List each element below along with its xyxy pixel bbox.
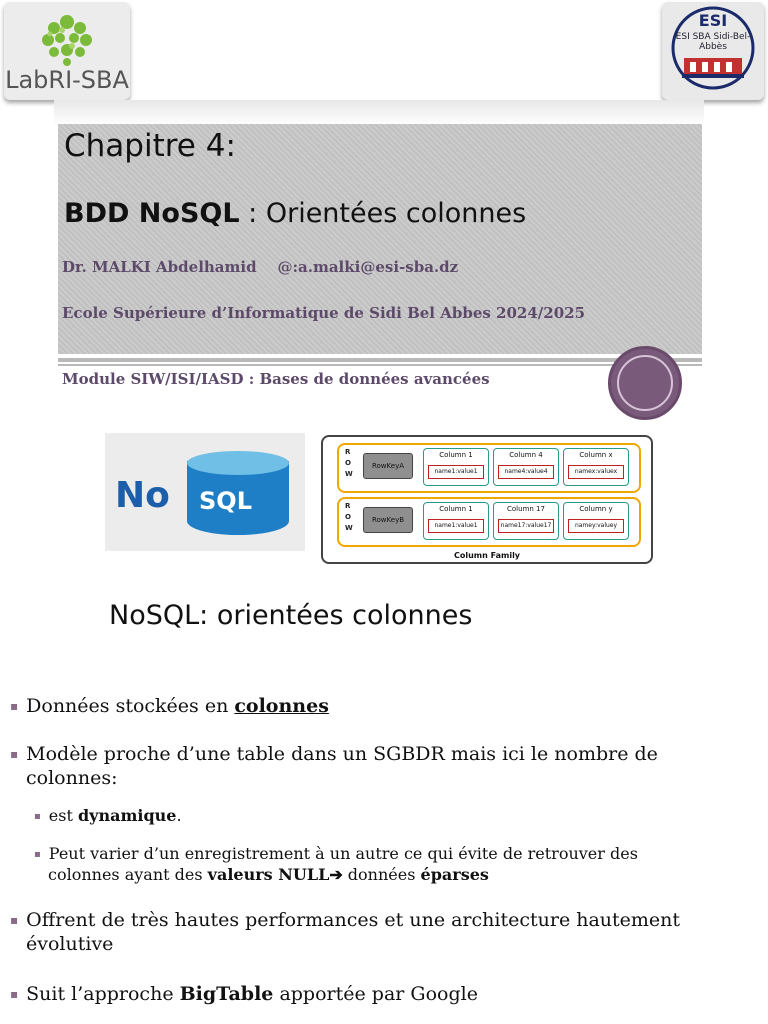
nosql-logo-no: No: [115, 475, 170, 516]
column-name: Column 1: [439, 505, 473, 513]
row-key: RowKeyB: [363, 507, 413, 533]
bullet-emphasis: valeurs NULL: [207, 865, 330, 884]
bullet-text: Données stockées en: [26, 695, 235, 717]
column-name: Column 4: [509, 451, 543, 459]
bullet-text: évolutive: [26, 933, 114, 955]
row-key: RowKeyA: [363, 453, 413, 479]
row-letter: O: [345, 513, 351, 521]
column-value: name1:value1: [428, 465, 484, 479]
column-box: [493, 502, 559, 540]
bullet-marker: ▪: [34, 811, 41, 822]
author-name: Dr. MALKI Abdelhamid: [62, 258, 257, 276]
column-value: name1:value1: [428, 519, 484, 533]
column-name: Column y: [579, 505, 613, 513]
decorative-circle: [608, 346, 682, 420]
bullet-text: colonnes ayant des: [48, 865, 208, 884]
arrow-icon: ➔: [329, 865, 343, 884]
bullet-marker: ▪: [10, 987, 19, 1001]
chapter-title: Chapitre 4:: [64, 128, 236, 164]
bullet-emphasis: colonnes: [234, 695, 329, 717]
divider: [58, 364, 702, 366]
decorative-circle-inner: [617, 355, 673, 411]
bullet-text: .: [176, 806, 182, 825]
column-value: name4:value4: [498, 465, 554, 479]
slide-title: [64, 198, 526, 229]
bullet-text: données: [342, 865, 421, 884]
bullet-text: Suit l’approche: [26, 983, 180, 1005]
row-letter: W: [345, 524, 353, 532]
row-letter: W: [345, 470, 353, 478]
row-letter: R: [345, 448, 351, 456]
svg-text:ESI: ESI: [698, 11, 728, 30]
column-family-diagram: [321, 435, 653, 564]
diagram-row-b: [337, 497, 641, 547]
row-letter: R: [345, 502, 351, 510]
column-family-label: Column Family: [453, 551, 521, 560]
bullet-item: [10, 742, 658, 790]
column-value: namex:valuex: [568, 465, 624, 479]
bullet-text: Offrent de très hautes performances et une architecture hautement: [26, 909, 681, 931]
title-banner: [58, 124, 702, 354]
diagram-row-a: [337, 443, 641, 493]
nosql-logo: [105, 433, 305, 551]
author-email: @:a.malki@esi-sba.dz: [277, 258, 459, 276]
bullet-emphasis: BigTable: [179, 983, 274, 1005]
nosql-logo-sql: SQL: [199, 487, 252, 515]
bullet-text: Peut varier d’un enregistrement à un autre ce qui évite de retrouver des: [48, 844, 638, 863]
sub-bullet-item: [34, 844, 638, 885]
bullet-text: est: [48, 806, 78, 825]
bullet-emphasis: éparses: [420, 865, 489, 884]
labri-logo-text: LabRI-SBA: [5, 66, 129, 94]
bullet-item: [10, 694, 329, 718]
divider: [58, 358, 702, 362]
title-rest: : Orientées colonnes: [248, 198, 527, 229]
bullet-item: [10, 908, 680, 956]
header-strip: [54, 100, 704, 126]
author-line: [62, 258, 458, 276]
molecule-icon: [4, 6, 130, 70]
bullet-text: Modèle proche d’une table dans un SGBDR mais ici le nombre de: [26, 743, 658, 765]
column-value: namey:valuey: [568, 519, 624, 533]
column-box: [423, 448, 489, 486]
esi-logo-text: ESI SBA Sidi-Bel-Abbès: [675, 32, 751, 52]
column-value: name17:value17: [498, 519, 554, 533]
bullet-text: apportée par Google: [273, 983, 478, 1005]
bullet-marker: ▪: [34, 849, 41, 860]
row-letters: [345, 447, 353, 480]
database-icon-top: [187, 451, 289, 475]
bullet-marker: ▪: [10, 699, 19, 713]
labri-logo: [4, 2, 130, 100]
column-name: Column x: [579, 451, 613, 459]
column-name: Column 1: [439, 451, 473, 459]
column-name: Column 17: [507, 505, 545, 513]
module-line: Module SIW/ISI/IASD : Bases de données avancées: [62, 370, 490, 388]
title-bold: BDD NoSQL: [64, 198, 240, 229]
school-line: Ecole Supérieure d’Informatique de Sidi Bel Abbes 2024/2025: [62, 304, 586, 322]
column-box: [423, 502, 489, 540]
sub-bullet-item: [34, 806, 182, 827]
column-box: [493, 448, 559, 486]
bullet-marker: ▪: [10, 913, 19, 927]
esi-logo: [662, 2, 764, 100]
column-box: [563, 448, 629, 486]
row-letters: [345, 501, 353, 534]
bullet-marker: ▪: [10, 747, 19, 761]
bullet-item: [10, 982, 478, 1006]
bullet-text: colonnes:: [26, 767, 118, 789]
section-title: NoSQL: orientées colonnes: [109, 600, 473, 631]
column-box: [563, 502, 629, 540]
bullet-emphasis: dynamique: [77, 806, 177, 825]
row-letter: O: [345, 459, 351, 467]
